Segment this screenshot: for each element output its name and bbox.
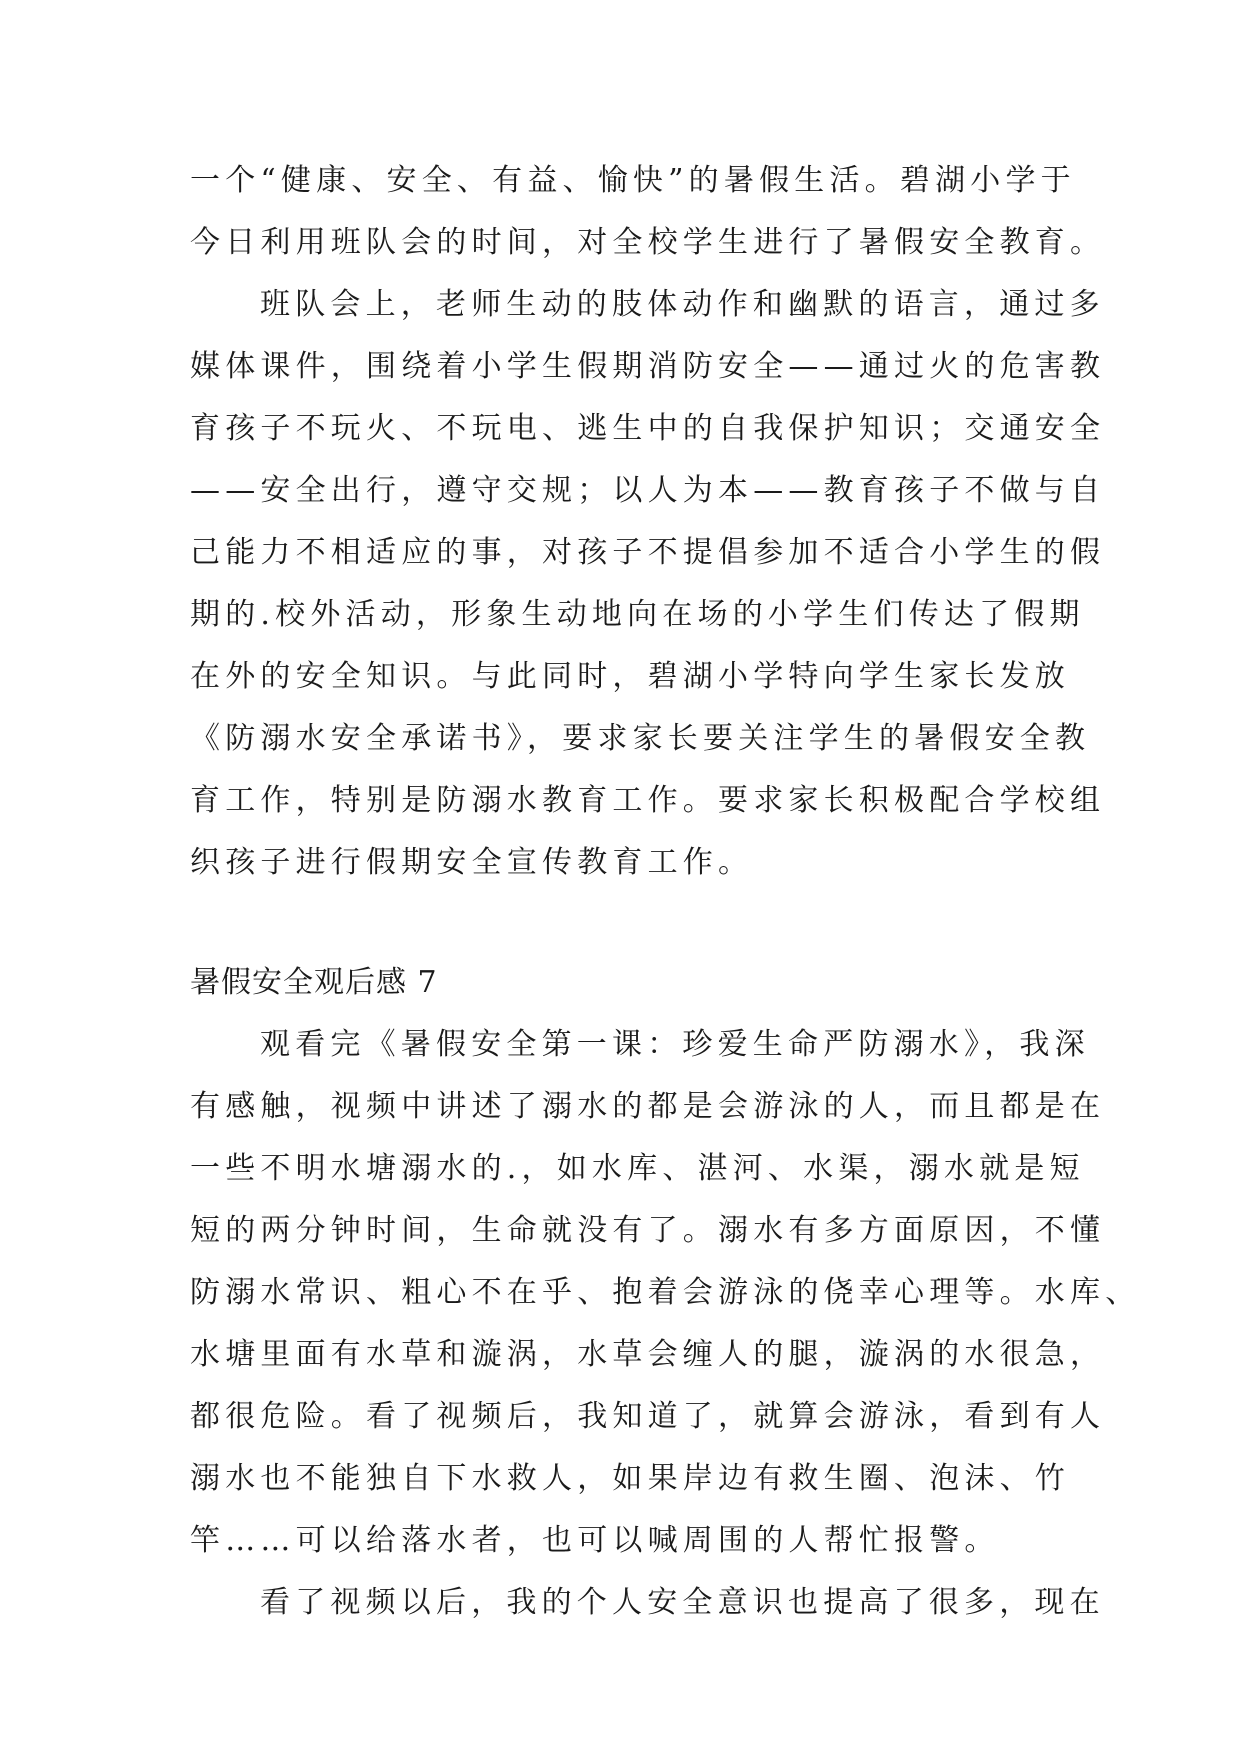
text-line: 都很危险。看了视频后，我知道了，就算会游泳，看到有人 (190, 1399, 1106, 1434)
text-line: 织孩子进行假期安全宣传教育工作。 (190, 845, 754, 880)
text-line: 在外的安全知识。与此同时，碧湖小学特向学生家长发放 (190, 659, 1070, 694)
text-line: 媒体课件，围绕着小学生假期消防安全——通过火的危害教 (190, 349, 1106, 384)
text-line: 竿……可以给落水者，也可以喊周围的人帮忙报警。 (190, 1523, 1000, 1558)
text-line: 有感触，视频中讲述了溺水的都是会游泳的人，而且都是在 (190, 1089, 1106, 1124)
text-line: 一些不明水塘溺水的.，如水库、湛河、水渠，溺水就是短 (190, 1151, 1085, 1186)
text-line: 今日利用班队会的时间，对全校学生进行了暑假安全教育。 (190, 225, 1106, 260)
document-body (190, 150, 1141, 1634)
text-line: ——安全出行，遵守交规；以人为本——教育孩子不做与自 (190, 473, 1106, 508)
text-line: 育孩子不玩火、不玩电、逃生中的自我保护知识；交通安全 (190, 411, 1106, 446)
text-line: 期的.校外活动，形象生动地向在场的小学生们传达了假期 (190, 597, 1085, 632)
paragraph-start-line: 看了视频以后，我的个人安全意识也提高了很多，现在 (260, 1585, 1105, 1620)
text-line: 防溺水常识、粗心不在乎、抱着会游泳的侥幸心理等。水库、 (190, 1275, 1141, 1310)
text-line: 短的两分钟时间，生命就没有了。溺水有多方面原因，不懂 (190, 1213, 1106, 1248)
text-line: 水塘里面有水草和漩涡，水草会缠人的腿，漩涡的水很急， (190, 1337, 1106, 1372)
section-gap (190, 894, 1070, 952)
text-line: 《防溺水安全承诺书》，要求家长要关注学生的暑假安全教 (190, 721, 1091, 756)
text-line: 己能力不相适应的事，对孩子不提倡参加不适合小学生的假 (190, 535, 1106, 570)
text-line: 一个“健康、安全、有益、愉快”的暑假生活。碧湖小学于 (190, 163, 1076, 198)
paragraph-start-line: 班队会上，老师生动的肢体动作和幽默的语言，通过多 (260, 287, 1105, 322)
section-heading: 暑假安全观后感 7 (190, 965, 438, 1000)
paragraph-start-line: 观看完《暑假安全第一课：珍爱生命严防溺水》，我深 (260, 1027, 1090, 1062)
text-line: 溺水也不能独自下水救人，如果岸边有救生圈、泡沫、竹 (190, 1461, 1070, 1496)
text-line: 育工作，特别是防溺水教育工作。要求家长积极配合学校组 (190, 783, 1106, 818)
